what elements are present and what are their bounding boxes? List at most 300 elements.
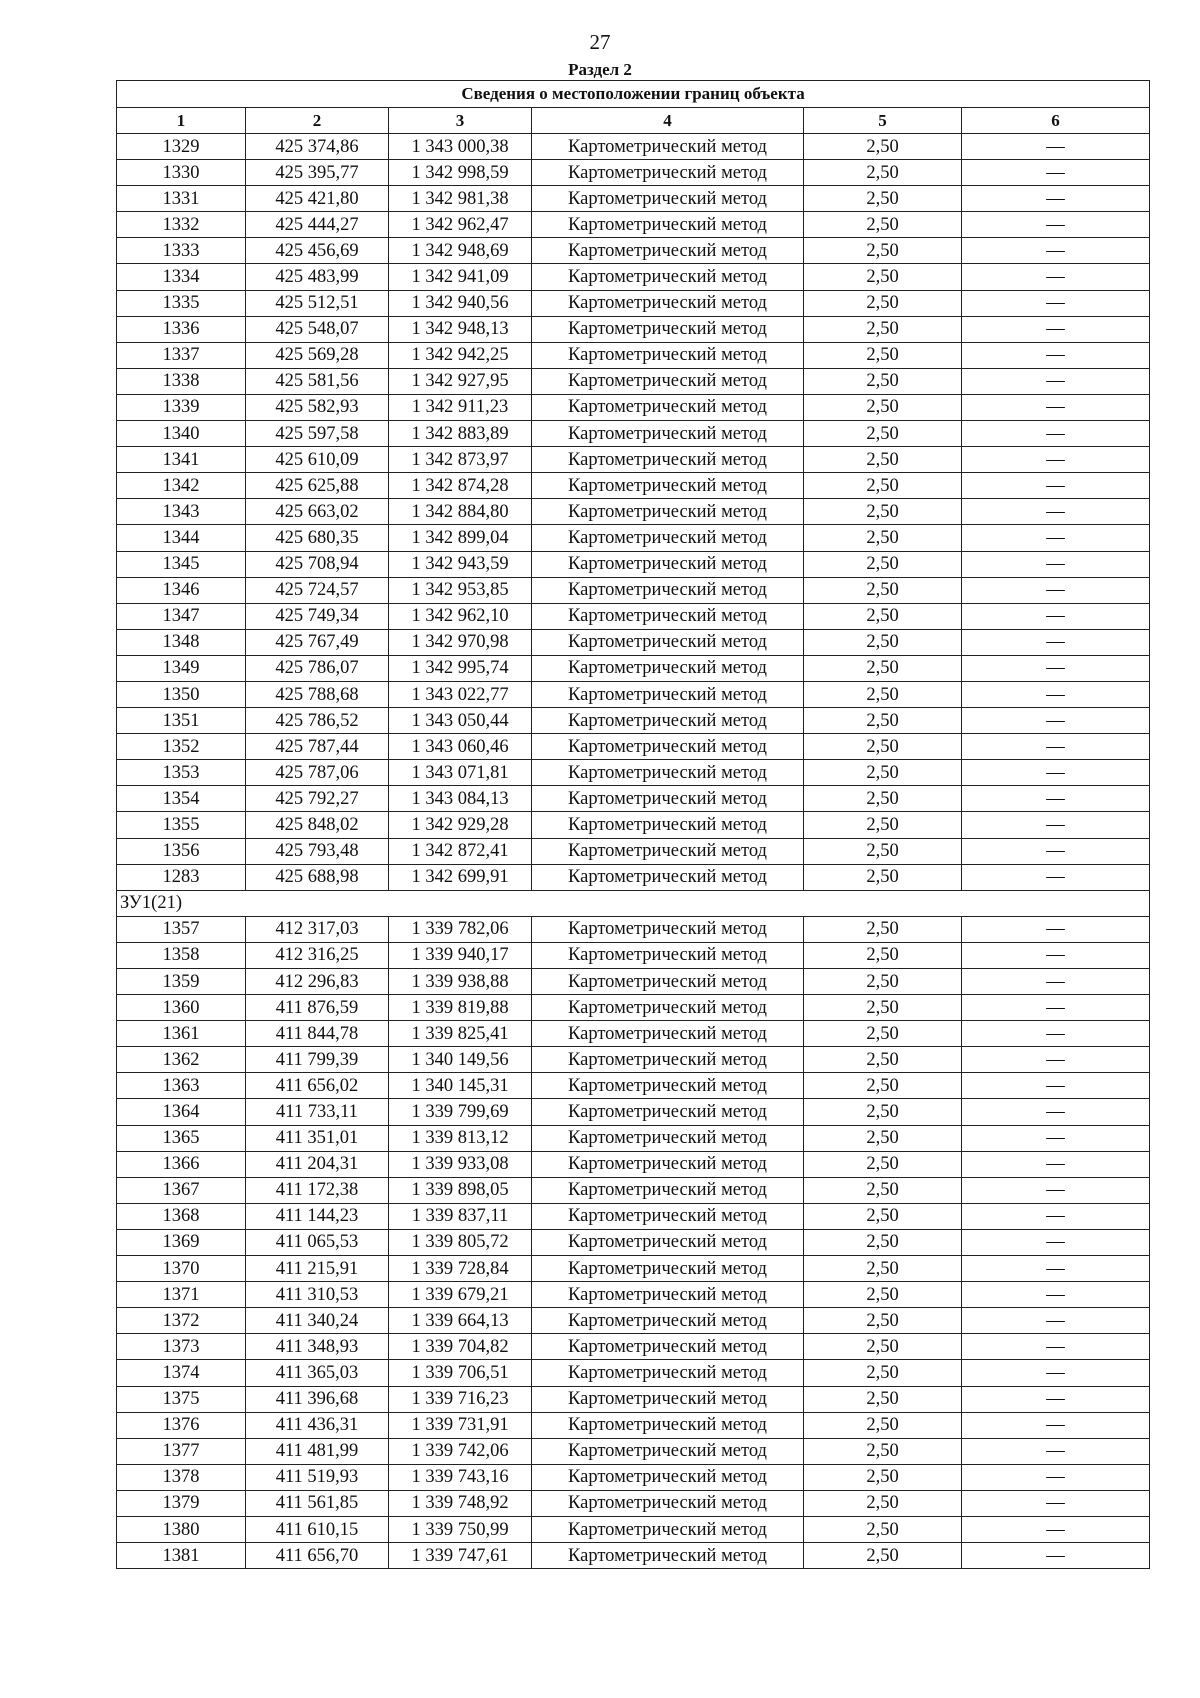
x-coordinate-cell: 425 456,69 (246, 238, 389, 264)
description-cell: — (962, 1125, 1150, 1151)
x-coordinate-cell: 425 708,94 (246, 551, 389, 577)
method-cell: Картометрический метод (532, 134, 804, 160)
description-cell: — (962, 134, 1150, 160)
table-row (117, 368, 1150, 394)
table-row (117, 1464, 1150, 1490)
accuracy-cell: 2,50 (804, 134, 962, 160)
table-row (117, 1412, 1150, 1438)
table-row (117, 551, 1150, 577)
point-number-cell: 1365 (117, 1125, 246, 1151)
point-number-cell: 1283 (117, 864, 246, 890)
y-coordinate-cell: 1 342 943,59 (389, 551, 532, 577)
method-cell: Картометрический метод (532, 1047, 804, 1073)
table-row (117, 290, 1150, 316)
y-coordinate-cell: 1 339 933,08 (389, 1151, 532, 1177)
table-row (117, 629, 1150, 655)
y-coordinate-cell: 1 342 962,47 (389, 212, 532, 238)
accuracy-cell: 2,50 (804, 368, 962, 394)
method-cell: Картометрический метод (532, 1386, 804, 1412)
description-cell: — (962, 160, 1150, 186)
description-cell: — (962, 603, 1150, 629)
accuracy-cell: 2,50 (804, 1386, 962, 1412)
description-cell: — (962, 473, 1150, 499)
table-row (117, 681, 1150, 707)
point-number-cell: 1329 (117, 134, 246, 160)
y-coordinate-cell: 1 342 948,69 (389, 238, 532, 264)
description-cell: — (962, 1516, 1150, 1542)
y-coordinate-cell: 1 342 899,04 (389, 525, 532, 551)
point-number-cell: 1367 (117, 1177, 246, 1203)
column-number: 2 (246, 108, 389, 134)
method-cell: Картометрический метод (532, 760, 804, 786)
y-coordinate-cell: 1 342 995,74 (389, 655, 532, 681)
x-coordinate-cell: 425 625,88 (246, 473, 389, 499)
method-cell: Картометрический метод (532, 368, 804, 394)
x-coordinate-cell: 411 065,53 (246, 1229, 389, 1255)
x-coordinate-cell: 425 787,06 (246, 760, 389, 786)
accuracy-cell: 2,50 (804, 1438, 962, 1464)
table-caption: Сведения о местоположении границ объекта (117, 81, 1150, 108)
accuracy-cell: 2,50 (804, 1099, 962, 1125)
description-cell: — (962, 421, 1150, 447)
method-cell: Картометрический метод (532, 1438, 804, 1464)
description-cell: — (962, 1543, 1150, 1569)
boundary-coordinates-table (116, 80, 1150, 1569)
accuracy-cell: 2,50 (804, 1282, 962, 1308)
method-cell: Картометрический метод (532, 1282, 804, 1308)
method-cell: Картометрический метод (532, 734, 804, 760)
table-row (117, 1386, 1150, 1412)
method-cell: Картометрический метод (532, 1516, 804, 1542)
column-number: 4 (532, 108, 804, 134)
accuracy-cell: 2,50 (804, 316, 962, 342)
point-number-cell: 1374 (117, 1360, 246, 1386)
x-coordinate-cell: 425 767,49 (246, 629, 389, 655)
accuracy-cell: 2,50 (804, 734, 962, 760)
y-coordinate-cell: 1 343 022,77 (389, 681, 532, 707)
method-cell: Картометрический метод (532, 212, 804, 238)
point-number-cell: 1341 (117, 447, 246, 473)
point-number-cell: 1347 (117, 603, 246, 629)
accuracy-cell: 2,50 (804, 708, 962, 734)
y-coordinate-cell: 1 343 050,44 (389, 708, 532, 734)
method-cell: Картометрический метод (532, 916, 804, 942)
x-coordinate-cell: 411 519,93 (246, 1464, 389, 1490)
point-number-cell: 1370 (117, 1256, 246, 1282)
table-row (117, 577, 1150, 603)
table-row (117, 1099, 1150, 1125)
y-coordinate-cell: 1 342 911,23 (389, 394, 532, 420)
description-cell: — (962, 786, 1150, 812)
table-row (117, 969, 1150, 995)
point-number-cell: 1378 (117, 1464, 246, 1490)
accuracy-cell: 2,50 (804, 525, 962, 551)
accuracy-cell: 2,50 (804, 577, 962, 603)
method-cell: Картометрический метод (532, 264, 804, 290)
method-cell: Картометрический метод (532, 1464, 804, 1490)
point-number-cell: 1352 (117, 734, 246, 760)
method-cell: Картометрический метод (532, 1151, 804, 1177)
point-number-cell: 1357 (117, 916, 246, 942)
table-row (117, 1203, 1150, 1229)
method-cell: Картометрический метод (532, 1543, 804, 1569)
method-cell: Картометрический метод (532, 186, 804, 212)
x-coordinate-cell: 412 316,25 (246, 942, 389, 968)
point-number-cell: 1369 (117, 1229, 246, 1255)
table-body (117, 81, 1150, 1569)
x-coordinate-cell: 411 340,24 (246, 1308, 389, 1334)
point-number-cell: 1338 (117, 368, 246, 394)
x-coordinate-cell: 411 204,31 (246, 1151, 389, 1177)
point-number-cell: 1336 (117, 316, 246, 342)
description-cell: — (962, 1151, 1150, 1177)
accuracy-cell: 2,50 (804, 447, 962, 473)
accuracy-cell: 2,50 (804, 1256, 962, 1282)
table-row (117, 942, 1150, 968)
y-coordinate-cell: 1 339 825,41 (389, 1021, 532, 1047)
column-number: 6 (962, 108, 1150, 134)
table-row (117, 1177, 1150, 1203)
method-cell: Картометрический метод (532, 942, 804, 968)
table-row (117, 786, 1150, 812)
point-number-cell: 1375 (117, 1386, 246, 1412)
accuracy-cell: 2,50 (804, 1151, 962, 1177)
point-number-cell: 1379 (117, 1490, 246, 1516)
description-cell: — (962, 1386, 1150, 1412)
point-number-cell: 1356 (117, 838, 246, 864)
accuracy-cell: 2,50 (804, 681, 962, 707)
point-number-cell: 1362 (117, 1047, 246, 1073)
description-cell: — (962, 1490, 1150, 1516)
accuracy-cell: 2,50 (804, 186, 962, 212)
accuracy-cell: 2,50 (804, 499, 962, 525)
x-coordinate-cell: 425 786,52 (246, 708, 389, 734)
accuracy-cell: 2,50 (804, 969, 962, 995)
point-number-cell: 1337 (117, 342, 246, 368)
x-coordinate-cell: 411 215,91 (246, 1256, 389, 1282)
y-coordinate-cell: 1 339 716,23 (389, 1386, 532, 1412)
table-row (117, 916, 1150, 942)
table-row (117, 1125, 1150, 1151)
method-cell: Картометрический метод (532, 525, 804, 551)
x-coordinate-cell: 411 144,23 (246, 1203, 389, 1229)
point-number-cell: 1373 (117, 1334, 246, 1360)
x-coordinate-cell: 425 848,02 (246, 812, 389, 838)
table-row (117, 1360, 1150, 1386)
y-coordinate-cell: 1 339 813,12 (389, 1125, 532, 1151)
description-cell: — (962, 838, 1150, 864)
y-coordinate-cell: 1 339 743,16 (389, 1464, 532, 1490)
description-cell: — (962, 1047, 1150, 1073)
description-cell: — (962, 655, 1150, 681)
table-row (117, 1151, 1150, 1177)
description-cell: — (962, 447, 1150, 473)
accuracy-cell: 2,50 (804, 551, 962, 577)
accuracy-cell: 2,50 (804, 1464, 962, 1490)
method-cell: Картометрический метод (532, 447, 804, 473)
accuracy-cell: 2,50 (804, 1308, 962, 1334)
x-coordinate-cell: 425 512,51 (246, 290, 389, 316)
x-coordinate-cell: 425 787,44 (246, 734, 389, 760)
point-number-cell: 1350 (117, 681, 246, 707)
point-number-cell: 1355 (117, 812, 246, 838)
point-number-cell: 1364 (117, 1099, 246, 1125)
y-coordinate-cell: 1 342 981,38 (389, 186, 532, 212)
y-coordinate-cell: 1 339 728,84 (389, 1256, 532, 1282)
description-cell: — (962, 681, 1150, 707)
y-coordinate-cell: 1 343 084,13 (389, 786, 532, 812)
y-coordinate-cell: 1 339 731,91 (389, 1412, 532, 1438)
method-cell: Картометрический метод (532, 1021, 804, 1047)
accuracy-cell: 2,50 (804, 995, 962, 1021)
description-cell: — (962, 1021, 1150, 1047)
accuracy-cell: 2,50 (804, 942, 962, 968)
point-number-cell: 1339 (117, 394, 246, 420)
table-row (117, 812, 1150, 838)
x-coordinate-cell: 411 844,78 (246, 1021, 389, 1047)
y-coordinate-cell: 1 343 000,38 (389, 134, 532, 160)
method-cell: Картометрический метод (532, 1229, 804, 1255)
table-row (117, 134, 1150, 160)
point-number-cell: 1366 (117, 1151, 246, 1177)
y-coordinate-cell: 1 339 805,72 (389, 1229, 532, 1255)
point-number-cell: 1377 (117, 1438, 246, 1464)
group-label: ЗУ1(21) (117, 890, 1150, 916)
y-coordinate-cell: 1 339 706,51 (389, 1360, 532, 1386)
table-row (117, 421, 1150, 447)
table-row (117, 1490, 1150, 1516)
method-cell: Картометрический метод (532, 1360, 804, 1386)
point-number-cell: 1353 (117, 760, 246, 786)
y-coordinate-cell: 1 340 145,31 (389, 1073, 532, 1099)
accuracy-cell: 2,50 (804, 812, 962, 838)
description-cell: — (962, 629, 1150, 655)
method-cell: Картометрический метод (532, 995, 804, 1021)
accuracy-cell: 2,50 (804, 1177, 962, 1203)
y-coordinate-cell: 1 339 704,82 (389, 1334, 532, 1360)
x-coordinate-cell: 425 680,35 (246, 525, 389, 551)
x-coordinate-cell: 425 724,57 (246, 577, 389, 603)
y-coordinate-cell: 1 343 071,81 (389, 760, 532, 786)
method-cell: Картометрический метод (532, 708, 804, 734)
method-cell: Картометрический метод (532, 1073, 804, 1099)
accuracy-cell: 2,50 (804, 1360, 962, 1386)
table-row (117, 995, 1150, 1021)
table-row (117, 525, 1150, 551)
description-cell: — (962, 1412, 1150, 1438)
x-coordinate-cell: 411 656,02 (246, 1073, 389, 1099)
y-coordinate-cell: 1 339 748,92 (389, 1490, 532, 1516)
accuracy-cell: 2,50 (804, 342, 962, 368)
accuracy-cell: 2,50 (804, 212, 962, 238)
description-cell: — (962, 1282, 1150, 1308)
description-cell: — (962, 812, 1150, 838)
y-coordinate-cell: 1 339 664,13 (389, 1308, 532, 1334)
y-coordinate-cell: 1 342 699,91 (389, 864, 532, 890)
y-coordinate-cell: 1 339 940,17 (389, 942, 532, 968)
table-row (117, 655, 1150, 681)
method-cell: Картометрический метод (532, 786, 804, 812)
accuracy-cell: 2,50 (804, 603, 962, 629)
point-number-cell: 1351 (117, 708, 246, 734)
point-number-cell: 1359 (117, 969, 246, 995)
method-cell: Картометрический метод (532, 1125, 804, 1151)
column-number: 3 (389, 108, 532, 134)
point-number-cell: 1346 (117, 577, 246, 603)
x-coordinate-cell: 411 610,15 (246, 1516, 389, 1542)
method-cell: Картометрический метод (532, 629, 804, 655)
description-cell: — (962, 734, 1150, 760)
y-coordinate-cell: 1 340 149,56 (389, 1047, 532, 1073)
x-coordinate-cell: 425 688,98 (246, 864, 389, 890)
table-row (117, 447, 1150, 473)
description-cell: — (962, 708, 1150, 734)
y-coordinate-cell: 1 342 873,97 (389, 447, 532, 473)
accuracy-cell: 2,50 (804, 864, 962, 890)
x-coordinate-cell: 425 597,58 (246, 421, 389, 447)
x-coordinate-cell: 412 296,83 (246, 969, 389, 995)
table-row (117, 186, 1150, 212)
description-cell: — (962, 238, 1150, 264)
description-cell: — (962, 1099, 1150, 1125)
x-coordinate-cell: 425 792,27 (246, 786, 389, 812)
method-cell: Картометрический метод (532, 473, 804, 499)
y-coordinate-cell: 1 342 941,09 (389, 264, 532, 290)
method-cell: Картометрический метод (532, 1099, 804, 1125)
x-coordinate-cell: 425 374,86 (246, 134, 389, 160)
x-coordinate-cell: 411 436,31 (246, 1412, 389, 1438)
table-row (117, 1229, 1150, 1255)
point-number-cell: 1371 (117, 1282, 246, 1308)
method-cell: Картометрический метод (532, 1256, 804, 1282)
x-coordinate-cell: 425 483,99 (246, 264, 389, 290)
x-coordinate-cell: 425 569,28 (246, 342, 389, 368)
point-number-cell: 1330 (117, 160, 246, 186)
accuracy-cell: 2,50 (804, 1021, 962, 1047)
description-cell: — (962, 368, 1150, 394)
accuracy-cell: 2,50 (804, 238, 962, 264)
point-number-cell: 1335 (117, 290, 246, 316)
y-coordinate-cell: 1 342 998,59 (389, 160, 532, 186)
x-coordinate-cell: 411 396,68 (246, 1386, 389, 1412)
point-number-cell: 1342 (117, 473, 246, 499)
description-cell: — (962, 316, 1150, 342)
description-cell: — (962, 1360, 1150, 1386)
table-row (117, 499, 1150, 525)
x-coordinate-cell: 412 317,03 (246, 916, 389, 942)
method-cell: Картометрический метод (532, 1412, 804, 1438)
description-cell: — (962, 551, 1150, 577)
point-number-cell: 1332 (117, 212, 246, 238)
x-coordinate-cell: 425 610,09 (246, 447, 389, 473)
description-cell: — (962, 499, 1150, 525)
point-number-cell: 1349 (117, 655, 246, 681)
y-coordinate-cell: 1 339 799,69 (389, 1099, 532, 1125)
accuracy-cell: 2,50 (804, 629, 962, 655)
accuracy-cell: 2,50 (804, 760, 962, 786)
y-coordinate-cell: 1 342 962,10 (389, 603, 532, 629)
x-coordinate-cell: 425 444,27 (246, 212, 389, 238)
y-coordinate-cell: 1 342 948,13 (389, 316, 532, 342)
x-coordinate-cell: 411 172,38 (246, 1177, 389, 1203)
x-coordinate-cell: 411 656,70 (246, 1543, 389, 1569)
table-row (117, 864, 1150, 890)
description-cell: — (962, 342, 1150, 368)
method-cell: Картометрический метод (532, 864, 804, 890)
table-row (117, 1308, 1150, 1334)
group-header-row (117, 890, 1150, 916)
x-coordinate-cell: 425 548,07 (246, 316, 389, 342)
y-coordinate-cell: 1 342 942,25 (389, 342, 532, 368)
x-coordinate-cell: 425 793,48 (246, 838, 389, 864)
table-row (117, 708, 1150, 734)
method-cell: Картометрический метод (532, 238, 804, 264)
accuracy-cell: 2,50 (804, 473, 962, 499)
y-coordinate-cell: 1 339 938,88 (389, 969, 532, 995)
table-row (117, 394, 1150, 420)
description-cell: — (962, 969, 1150, 995)
point-number-cell: 1348 (117, 629, 246, 655)
x-coordinate-cell: 425 582,93 (246, 394, 389, 420)
method-cell: Картометрический метод (532, 290, 804, 316)
y-coordinate-cell: 1 339 782,06 (389, 916, 532, 942)
description-cell: — (962, 1308, 1150, 1334)
accuracy-cell: 2,50 (804, 1125, 962, 1151)
accuracy-cell: 2,50 (804, 1412, 962, 1438)
x-coordinate-cell: 425 663,02 (246, 499, 389, 525)
description-cell: — (962, 1256, 1150, 1282)
description-cell: — (962, 264, 1150, 290)
accuracy-cell: 2,50 (804, 655, 962, 681)
point-number-cell: 1331 (117, 186, 246, 212)
accuracy-cell: 2,50 (804, 264, 962, 290)
method-cell: Картометрический метод (532, 1308, 804, 1334)
x-coordinate-cell: 411 733,11 (246, 1099, 389, 1125)
accuracy-cell: 2,50 (804, 838, 962, 864)
table-row (117, 1021, 1150, 1047)
table-caption-row (117, 81, 1150, 108)
table-row (117, 212, 1150, 238)
table-row (117, 603, 1150, 629)
point-number-cell: 1343 (117, 499, 246, 525)
description-cell: — (962, 1229, 1150, 1255)
y-coordinate-cell: 1 342 874,28 (389, 473, 532, 499)
description-cell: — (962, 186, 1150, 212)
description-cell: — (962, 1177, 1150, 1203)
method-cell: Картометрический метод (532, 342, 804, 368)
point-number-cell: 1340 (117, 421, 246, 447)
point-number-cell: 1333 (117, 238, 246, 264)
table-row (117, 1334, 1150, 1360)
page-number: 27 (589, 30, 611, 54)
method-cell: Картометрический метод (532, 1334, 804, 1360)
y-coordinate-cell: 1 342 929,28 (389, 812, 532, 838)
accuracy-cell: 2,50 (804, 290, 962, 316)
x-coordinate-cell: 425 421,80 (246, 186, 389, 212)
point-number-cell: 1354 (117, 786, 246, 812)
table-row (117, 160, 1150, 186)
accuracy-cell: 2,50 (804, 1203, 962, 1229)
method-cell: Картометрический метод (532, 421, 804, 447)
column-number-row (117, 108, 1150, 134)
method-cell: Картометрический метод (532, 681, 804, 707)
y-coordinate-cell: 1 339 747,61 (389, 1543, 532, 1569)
table-row (117, 264, 1150, 290)
table-row (117, 342, 1150, 368)
method-cell: Картометрический метод (532, 160, 804, 186)
y-coordinate-cell: 1 342 884,80 (389, 499, 532, 525)
x-coordinate-cell: 411 876,59 (246, 995, 389, 1021)
